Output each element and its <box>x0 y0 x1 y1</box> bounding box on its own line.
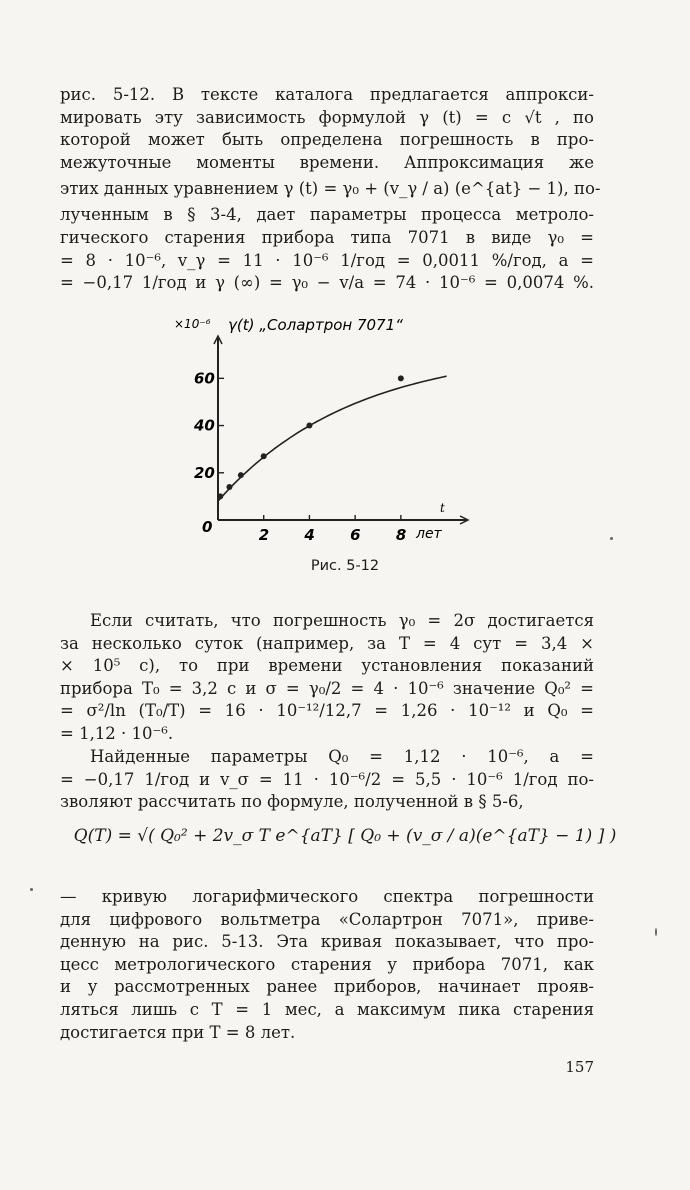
data-point <box>306 423 312 429</box>
text-line: гического старения прибора типа 7071 в виде γ₀ = <box>60 227 594 247</box>
text-line: Если считать, что погрешность γ₀ = 2σ достигается <box>90 611 594 630</box>
data-points <box>217 375 404 499</box>
text-line: рис. 5-12. В тексте каталога предлагается аппрокси- <box>60 85 594 104</box>
text-line: которой может быть определена погрешность в про- <box>60 130 594 150</box>
chart-axes <box>214 336 468 524</box>
text-line: Найденные параметры Q₀ = 1,12 · 10⁻⁶, a = <box>90 747 594 766</box>
fitted-curve <box>218 376 447 501</box>
text-line: = 8 · 10⁻⁶, v_γ = 11 · 10⁻⁶ 1/год = 0,0011 %/год, a = <box>60 250 594 270</box>
text-line: зволяют рассчитать по формуле, полученной в § 5-6, <box>60 792 524 812</box>
paragraph-1 <box>60 84 601 295</box>
text-line: — кривую логарифмического спектра погрешности <box>60 887 594 906</box>
x-tick-label: 2 <box>258 526 270 544</box>
print-speck <box>30 888 33 891</box>
x-tick-label: 4 <box>304 526 315 544</box>
text-line: за несколько суток (например, за T = 4 сут = 3,4 × <box>60 633 594 653</box>
data-point <box>217 493 223 499</box>
x-tick-label: 6 <box>350 526 361 544</box>
paragraph-3 <box>60 746 594 814</box>
text-line: этих данных уравнением γ (t) = γ₀ + (v_γ / a) (e^{at} − 1), по- <box>60 179 601 199</box>
data-point <box>226 484 232 490</box>
x-unit-label: лет <box>416 526 442 542</box>
text-line: и у рассмотренных ранее приборов, начинает прояв- <box>60 977 594 997</box>
y-unit-label: ×10⁻⁶ <box>174 317 211 331</box>
text-line: = σ²/ln (T₀/T) = 16 · 10⁻¹²/12,7 = 1,26 · 10⁻¹² и Q₀ = <box>60 701 594 721</box>
text-line: = 1,12 · 10⁻⁶. <box>60 723 174 743</box>
data-point <box>261 453 267 459</box>
chart-title: γ(t) „Солартрон 7071“ <box>228 316 403 334</box>
paragraph-4 <box>60 886 594 1044</box>
figure-caption: Рис. 5-12 <box>310 558 380 574</box>
page-number: 157 <box>565 1058 594 1076</box>
y-tick-label: 40 <box>194 416 215 435</box>
y-tick-label: 60 <box>194 369 215 388</box>
text-line: лученным в § 3-4, дает параметры процесса метроло- <box>60 205 594 225</box>
formula-q-of-t: Q(T) = √( Q₀² + 2v_σ T e^{aT} [ Q₀ + (v_σ / a)(e^{aT} − 1) ] ) <box>73 826 617 846</box>
text-line: × 10⁵ с), то при времени установления показаний <box>60 656 594 676</box>
text-line: цесс метрологического старения у прибора 7071, как <box>60 954 594 974</box>
x-tick-label: 8 <box>395 526 407 544</box>
x-variable-label: t <box>440 501 445 515</box>
print-speck <box>655 928 657 936</box>
print-speck <box>610 537 613 540</box>
y-tick-label: 20 <box>194 463 215 482</box>
text-line: мировать эту зависимость формулой γ (t) = c √t , по <box>60 107 594 127</box>
text-line: межуточные моменты времени. Аппроксимация же <box>60 152 594 172</box>
y-tick-label: 0 <box>202 518 213 536</box>
text-line: достигается при T = 8 лет. <box>60 1022 296 1042</box>
text-line: прибора T₀ = 3,2 с и σ = γ₀/2 = 4 · 10⁻⁶ значение Q₀² = <box>60 678 594 698</box>
data-point <box>238 472 244 478</box>
text-line: для цифрового вольтметра «Солартрон 7071», приве- <box>60 909 594 929</box>
data-point <box>398 375 404 381</box>
text-line: = −0,17 1/год и γ (∞) = γ₀ − v/a = 74 · 10⁻⁶ = 0,0074 %. <box>60 273 594 293</box>
text-line: ляться лишь с T = 1 мес, а максимум пика старения <box>60 999 594 1019</box>
figure-5-12-chart <box>170 306 490 556</box>
text-line: = −0,17 1/год и v_σ = 11 · 10⁻⁶/2 = 5,5 · 10⁻⁶ 1/год по- <box>60 769 594 789</box>
paragraph-2 <box>60 610 594 746</box>
text-line: денную на рис. 5-13. Эта кривая показывает, что про- <box>60 932 594 952</box>
